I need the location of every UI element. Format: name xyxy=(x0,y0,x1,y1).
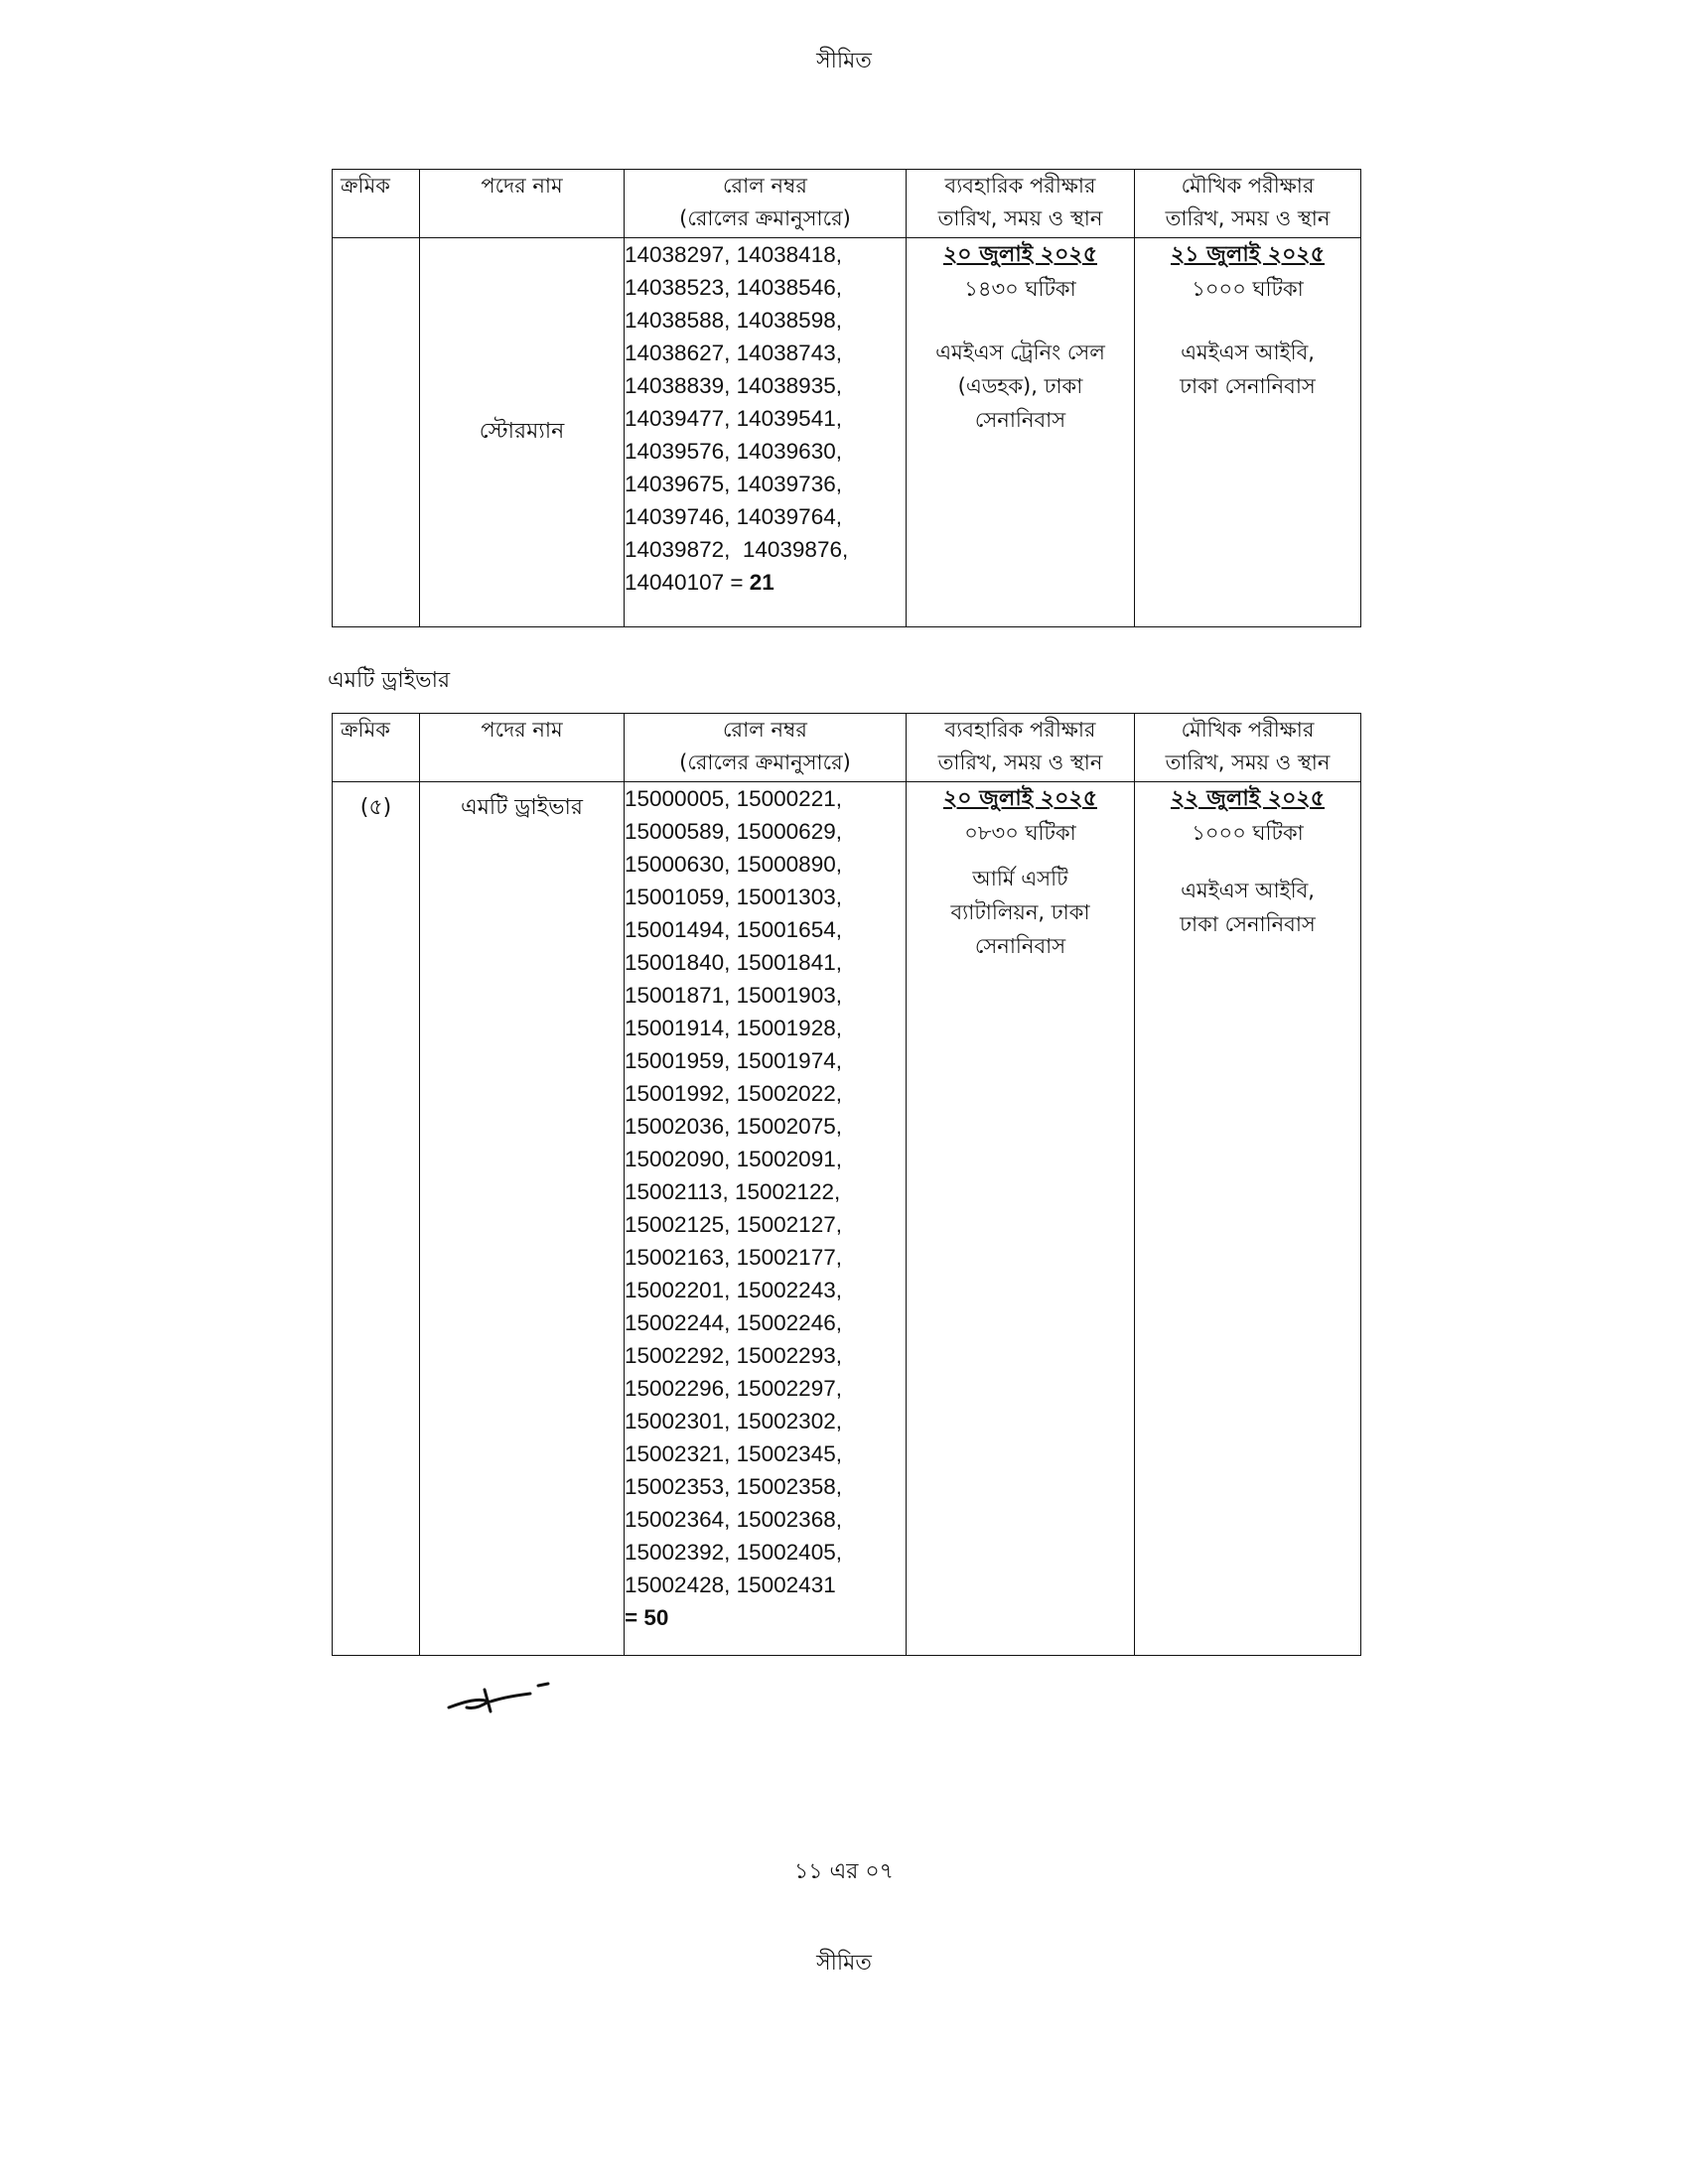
viva-time: ১০০০ ঘটিকা xyxy=(1192,821,1304,845)
header-roll-line1: রোল নম্বর xyxy=(723,718,807,742)
roll-line: 14038588, 14038598, xyxy=(625,308,842,333)
roll-total: 21 xyxy=(749,570,774,595)
classification-footer: সীমিত xyxy=(816,1951,872,1976)
roll-line: 14039477, 14039541, xyxy=(625,406,842,431)
roll-line: 15002036, 15002075, xyxy=(625,1114,842,1139)
practical-time: ১৪৩০ ঘটিকা xyxy=(964,277,1076,301)
roll-line: 15001840, 15001841, xyxy=(625,950,842,975)
roll-line: 14039576, 14039630, xyxy=(625,439,842,464)
viva-place-line: ঢাকা সেনানিবাস xyxy=(1180,912,1316,936)
header-viva xyxy=(1135,170,1361,238)
driver-section-label: এমটি ড্রাইভার xyxy=(328,668,451,693)
header-viva-line1: মৌখিক পরীক্ষার xyxy=(1181,718,1315,742)
header-practical-line1: ব্যবহারিক পরীক্ষার xyxy=(944,718,1096,742)
roll-line-last xyxy=(625,566,906,599)
roll-line: 15001992, 15002022, xyxy=(625,1081,842,1106)
table-row xyxy=(333,782,1361,1656)
header-practical xyxy=(907,714,1135,782)
header-serial: ক্রমিক xyxy=(333,170,420,238)
roll-line: 15000589, 15000629, xyxy=(625,819,842,844)
header-post: পদের নাম xyxy=(420,714,625,782)
header-practical-line2: তারিখ, সময় ও স্থান xyxy=(937,751,1103,774)
practical-place-line: এমইএস ট্রেনিং সেল xyxy=(935,341,1105,364)
viva-place-line: ঢাকা সেনানিবাস xyxy=(1180,374,1316,398)
practical-time: ০৮৩০ ঘটিকা xyxy=(964,821,1076,845)
roll-line: 14039675, 14039736, xyxy=(625,472,842,496)
roll-line: 15001494, 15001654, xyxy=(625,917,842,942)
practical-place-line: আর্মি এসটি xyxy=(972,867,1068,890)
header-roll-line2: (রোলের ক্রমানুসারে) xyxy=(679,751,851,774)
driver-roll-list xyxy=(625,782,907,1656)
classification-header: সীমিত xyxy=(816,49,872,73)
practical-place-line: সেনানিবাস xyxy=(974,934,1066,958)
roll-line: 15002364, 15002368, xyxy=(625,1507,842,1532)
driver-practical-cell xyxy=(907,782,1135,1656)
storeman-post-cell: স্টোরম্যান xyxy=(420,238,625,627)
header-practical-line2: তারিখ, সময় ও স্থান xyxy=(937,206,1103,230)
roll-line: 14038627, 14038743, xyxy=(625,341,842,365)
viva-date: ২২ জুলাই ২০২৫ xyxy=(1170,786,1325,811)
roll-line: 15001959, 15001974, xyxy=(625,1048,842,1073)
roll-line: 15002428, 15002431 xyxy=(625,1572,836,1597)
header-roll-line2: (রোলের ক্রমানুসারে) xyxy=(679,206,851,230)
header-practical-line1: ব্যবহারিক পরীক্ষার xyxy=(944,174,1096,198)
roll-total: = 50 xyxy=(625,1605,669,1630)
roll-last-prefix: 14040107 = xyxy=(625,570,750,595)
table-row xyxy=(333,238,1361,627)
storeman-viva-cell xyxy=(1135,238,1361,627)
roll-line: 15001871, 15001903, xyxy=(625,983,842,1008)
header-viva-line2: তারিখ, সময় ও স্থান xyxy=(1165,206,1331,230)
roll-line: 15002244, 15002246, xyxy=(625,1310,842,1335)
roll-line: 15001914, 15001928, xyxy=(625,1016,842,1040)
handwritten-signature xyxy=(445,1672,554,1721)
roll-line: 15002201, 15002243, xyxy=(625,1278,842,1302)
roll-line: 15002301, 15002302, xyxy=(625,1409,842,1433)
header-viva xyxy=(1135,714,1361,782)
header-roll xyxy=(625,170,907,238)
driver-serial-cell: (৫) xyxy=(333,782,420,1656)
roll-line: 14038839, 14038935, xyxy=(625,373,842,398)
practical-date: ২০ জুলাই ২০২৫ xyxy=(942,242,1097,267)
roll-line: 14039746, 14039764, xyxy=(625,504,842,529)
driver-viva-cell xyxy=(1135,782,1361,1656)
practical-date: ২০ জুলাই ২০২৫ xyxy=(942,786,1097,811)
roll-line: 15002113, 15002122, xyxy=(625,1179,841,1204)
roll-line: 15002321, 15002345, xyxy=(625,1441,842,1466)
storeman-practical-cell xyxy=(907,238,1135,627)
roll-line: 15000630, 15000890, xyxy=(625,852,842,877)
practical-place-line: (এডহক), ঢাকা xyxy=(957,374,1083,398)
roll-line: 15002392, 15002405, xyxy=(625,1540,842,1565)
storeman-roll-list xyxy=(625,238,907,627)
storeman-schedule-table xyxy=(332,169,1361,627)
viva-place-line: এমইএস আইবি, xyxy=(1181,341,1315,364)
header-practical xyxy=(907,170,1135,238)
header-roll-line1: রোল নম্বর xyxy=(723,174,807,198)
page-number: ১১ এর ০৭ xyxy=(794,1859,894,1884)
table-header-row xyxy=(333,170,1361,238)
viva-place-line: এমইএস আইবি, xyxy=(1181,879,1315,902)
roll-line: 15000005, 15000221, xyxy=(625,786,842,811)
header-viva-line1: মৌখিক পরীক্ষার xyxy=(1181,174,1315,198)
driver-schedule-table xyxy=(332,713,1361,1656)
roll-line: 15002090, 15002091, xyxy=(625,1147,842,1171)
viva-time: ১০০০ ঘটিকা xyxy=(1192,277,1304,301)
practical-place-line: সেনানিবাস xyxy=(974,408,1066,432)
header-serial: ক্রমিক xyxy=(333,714,420,782)
roll-line: 14038523, 14038546, xyxy=(625,275,842,300)
roll-line: 15002353, 15002358, xyxy=(625,1474,842,1499)
roll-line: 15001059, 15001303, xyxy=(625,885,842,909)
roll-line: 15002296, 15002297, xyxy=(625,1376,842,1401)
header-post: পদের নাম xyxy=(420,170,625,238)
table-header-row xyxy=(333,714,1361,782)
practical-place-line: ব্যাটালিয়ন, ঢাকা xyxy=(950,900,1090,924)
roll-line: 15002125, 15002127, xyxy=(625,1212,842,1237)
roll-line: 15002292, 15002293, xyxy=(625,1343,842,1368)
roll-line: 15002163, 15002177, xyxy=(625,1245,842,1270)
header-viva-line2: তারিখ, সময় ও স্থান xyxy=(1165,751,1331,774)
roll-line: 14038297, 14038418, xyxy=(625,242,842,267)
storeman-serial-cell xyxy=(333,238,420,627)
driver-post-cell: এমটি ড্রাইভার xyxy=(420,782,625,1656)
viva-date: ২১ জুলাই ২০২৫ xyxy=(1171,242,1325,267)
header-roll xyxy=(625,714,907,782)
roll-line: 14039872, 14039876, xyxy=(625,537,849,562)
